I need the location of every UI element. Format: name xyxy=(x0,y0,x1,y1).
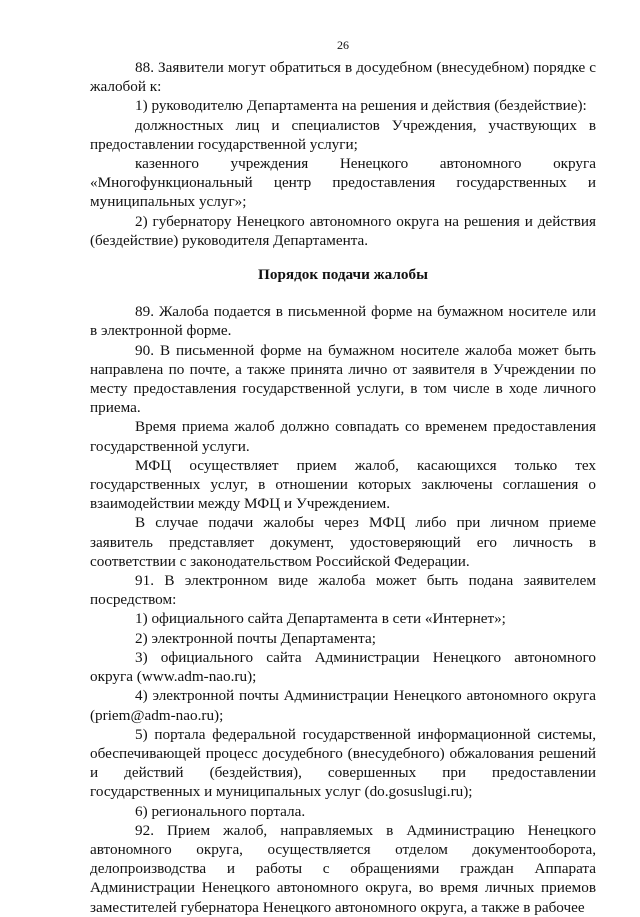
paragraph-88-item-1: 1) руководителю Департамента на решения и действия (бездействие): xyxy=(135,97,587,115)
paragraph-90: 90. В письменной форме на бумажном носителе жалоба может быть направлена по почте, а также принята лично от заявителя в Учреждении по месту предоставления государственной услуги, в том числе в ходе личного приема. xyxy=(90,341,596,417)
paragraph-88-item-1-officials: должностных лиц и специалистов Учреждения, участвующих в предоставлении государственной услуги; xyxy=(90,116,596,153)
paragraph-reception-time: Время приема жалоб должно совпадать со временем предоставления государственной услуги. xyxy=(90,418,596,455)
paragraph-91-item-2: 2) электронной почты Департамента; xyxy=(135,629,376,647)
section-heading: Порядок подачи жалобы xyxy=(258,266,428,284)
paragraph-91-item-4: 4) электронной почты Администрации Ненецкого автономного округа (priem@adm-nao.ru); xyxy=(90,687,596,724)
paragraph-91-item-1: 1) официального сайта Департамента в сети «Интернет»; xyxy=(135,610,506,628)
page-number: 26 xyxy=(337,38,349,52)
paragraph-89: 89. Жалоба подается в письменной форме на бумажном носителе или в электронной форме. xyxy=(90,303,596,340)
paragraph-91-item-3: 3) официального сайта Администрации Ненецкого автономного округа (www.adm-nao.ru); xyxy=(90,648,596,686)
paragraph-91-item-6: 6) регионального портала. xyxy=(135,802,306,820)
paragraph-88-item-2: 2) губернатору Ненецкого автономного округа на решения и действия (бездействие) руководителя Департамента. xyxy=(90,212,596,249)
paragraph-mfc-identity: В случае подачи жалобы через МФЦ либо при личном приеме заявитель представляет документ, удостоверяющий его личность в соответствии с законодательством Российской Федерации. xyxy=(90,514,596,570)
paragraph-88: 88. Заявители могут обратиться в досудебном (внесудебном) порядке с жалобой к: xyxy=(90,59,596,96)
paragraph-92: 92. Прием жалоб, направляемых в Администрацию Ненецкого автономного округа, осуществляется отделом документооборота, делопроизводства и работы с обращениями граждан Аппарата Администрации Ненецкого автономного округа, во время личных приемов заместителей губернатора Ненецкого автономного округа, а также в рабочее xyxy=(90,821,596,916)
paragraph-88-item-1-mfc: казенного учреждения Ненецкого автономного округа «Многофункциональный центр предоставления государственных и муниципальных услуг»; xyxy=(90,155,596,211)
paragraph-91-item-5: 5) портала федеральной государственной информационной системы, обеспечивающей процесс досудебного (внесудебного) обжалования решений и действий (бездействия), совершенных при предоставлении государственных и муниципальных услуг (do.gosuslugi.ru); xyxy=(90,725,596,801)
paragraph-mfc: МФЦ осуществляет прием жалоб, касающихся только тех государственных услуг, в отношении которых заключены соглашения о взаимодействии между МФЦ и Учреждением. xyxy=(90,456,596,513)
paragraph-91: 91. В электронном виде жалоба может быть подана заявителем посредством: xyxy=(90,572,596,609)
